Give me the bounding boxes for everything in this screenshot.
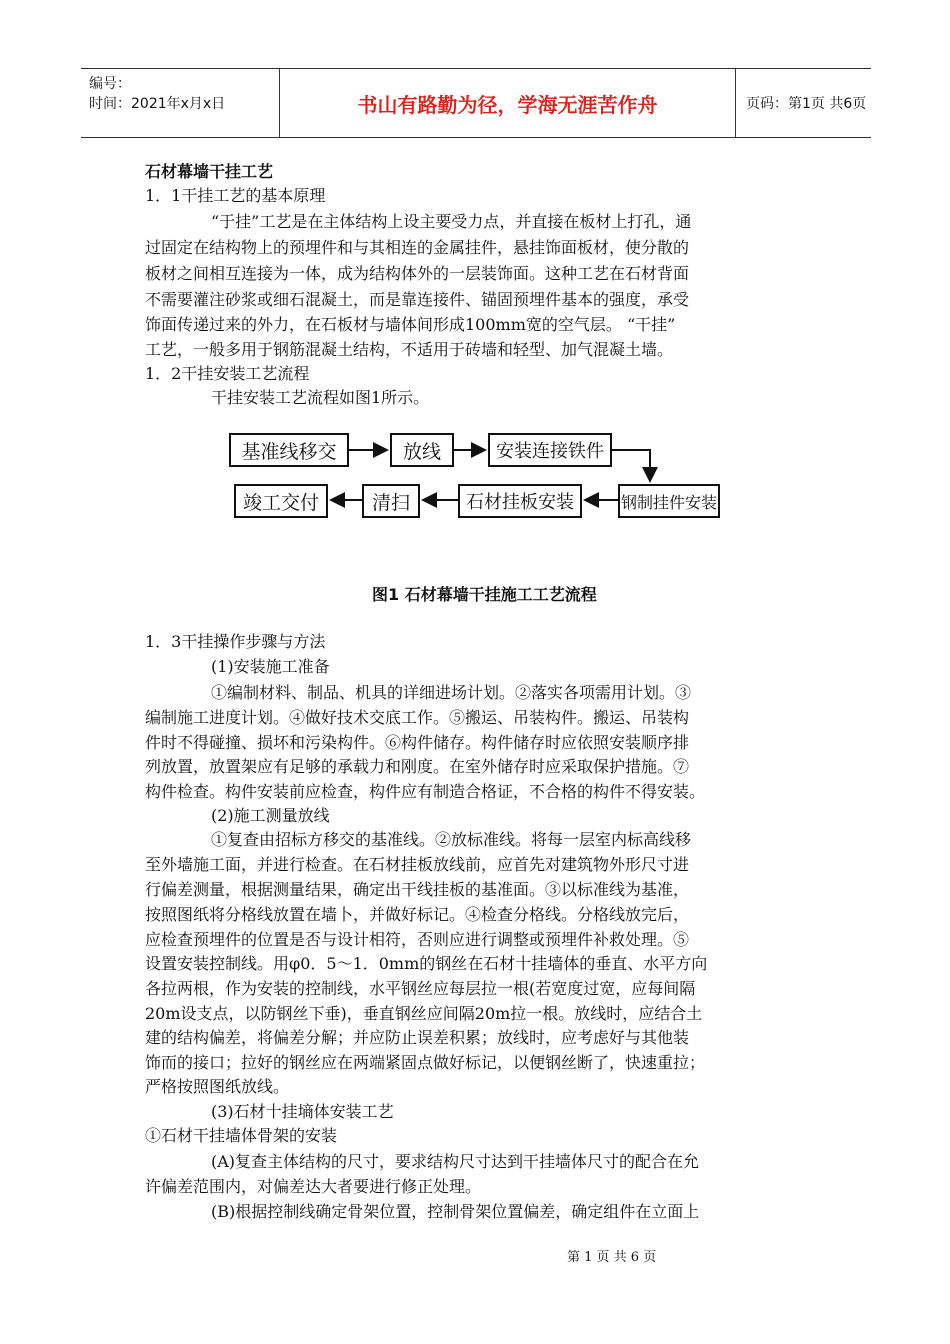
body-line: (B)根据控制线确定骨架位置，控制骨架位置偏差，确定组件在立面上 (211, 1202, 700, 1221)
body-line: 按照图纸将分格线放置在墙卜，并做好标记。④检查分格线。分格线放完后， (145, 905, 690, 924)
body-line: 过固定在结构物上的预埋件和与其相连的金属挂件，悬挂饰面板材，使分散的 (145, 238, 690, 257)
body-line: ①编制材料、制品、机具的详细进场计划。②落实各项需用计划。③ (211, 683, 692, 702)
body-line: (A)复查主体结构的尺寸，要求结构尺寸达到干挂墙体尺寸的配合在允 (211, 1152, 700, 1171)
flow-arrows (0, 0, 950, 600)
body-line: 20m设支点，以防钢丝下垂)，垂直钢丝应间隔20m拉一根。放线时，应结合土 (145, 1004, 703, 1023)
flow-step-stone-panel-install: 石材挂板安装 (458, 484, 582, 518)
body-line: 至外墙施工面，并进行检查。在石材挂板放线前，应首先对建筑物外形尺寸进 (145, 855, 690, 874)
number-label: 编号： (89, 76, 131, 92)
flow-step-install-connectors: 安装连接铁件 (488, 433, 612, 467)
body-line: 饰面传递过来的外力，在石板材与墙体间形成100mm宽的空气层。 “干挂” (145, 315, 676, 334)
figure-caption: 图1 石材幕墙干挂施工工艺流程 (372, 585, 597, 604)
body-line: 件时不得碰撞、损坏和污染构件。⑥构件储存。构件储存时应依照安装顺序排 (145, 733, 690, 752)
body-line: 设置安装控制线。用φ0．5～1．0mm的钢丝在石材十挂墙体的垂直、水平方向 (145, 954, 708, 973)
body-line: 许偏差范围内，对偏差达大者要进行修正处理。 (145, 1177, 482, 1196)
header-page-info: 页码：第1页 共6页 (746, 96, 867, 112)
flow-step-cleaning: 清扫 (362, 484, 420, 518)
document-title: 石材幕墙干挂工艺 (145, 162, 274, 181)
body-line: 应检查预埋件的位置是否与设计相符，否则应进行调整或预埋件补救处理。⑤ (145, 930, 690, 949)
body-line: 建的结构偏差，将偏差分解；并应防止误差积累；放线时，应考虑好与其他装 (145, 1028, 690, 1047)
body-line: 列放置，放置架应有足够的承载力和刚度。在室外储存时应采取保护措施。⑦ (145, 757, 690, 776)
body-line: 行偏差测量，根据测量结果，确定出干线挂板的基准面。③以标准线为基准， (145, 880, 690, 899)
body-line: (3)石材十挂墒体安装工艺 (211, 1102, 394, 1121)
body-line: 工艺，一般多用于钢筋混凝土结构，不适用于砖墙和轻型、加气混凝土墙。 (145, 340, 674, 359)
header-motto: 书山有路勤为径，学海无涯苦作舟 (280, 69, 736, 137)
flow-arrow (612, 450, 650, 481)
body-line: 1．3干挂操作步骤与方法 (145, 632, 326, 651)
body-line: ①石材干挂墙体骨架的安装 (145, 1126, 338, 1145)
flow-step-layout: 放线 (390, 433, 454, 467)
body-line: 板材之间相互连接为一体，成为结构体外的一层装饰面。这种工艺在石材背面 (145, 264, 690, 283)
body-line: “于挂”工艺是在主体结构上设主要受力点，并直接在板材上打孔，通 (211, 212, 692, 231)
body-line: 1．1干挂工艺的基本原理 (145, 186, 326, 205)
body-line: 干挂安装工艺流程如图1所示。 (211, 388, 430, 407)
body-line: 饰而的接口；拉好的钢丝应在两端紧固点做好标记，以便钢丝断了，快速重拉； (145, 1053, 706, 1072)
body-line: 构件检查。构件安装前应检查，构件应有制造合格证，不合格的构件不得安装。 (145, 782, 706, 801)
body-line: (1)安装施工准备 (211, 657, 330, 676)
page-footer: 第 1 页 共 6 页 (567, 1250, 657, 1265)
body-line: (2)施工测量放线 (211, 806, 330, 825)
time-label: 时间：2021年x月x日 (89, 96, 226, 112)
body-line: 1．2干挂安装工艺流程 (145, 364, 310, 383)
flow-step-steel-hanger-install: 钢制挂件安装 (618, 484, 720, 518)
flow-step-baseline-handover: 基准线移交 (229, 433, 349, 467)
body-line: 编制施工进度计划。④做好技术交底工作。⑤搬运、吊装构件。搬运、吊装构 (145, 708, 690, 727)
body-line: 不需要灌注砂浆或细石混凝土，而是靠连接件、锚固预埋件基本的强度，承受 (145, 290, 690, 309)
body-line: ①复查由招标方移交的基准线。②放标准线。将每一层室内标高线移 (211, 830, 692, 849)
flow-step-completion: 竣工交付 (234, 484, 328, 518)
body-line: 严格按照图纸放线。 (145, 1077, 290, 1096)
body-line: 各拉两根，作为安装的控制线，水平钢丝应每层拉一根(若宽度过宽，应每间隔 (145, 979, 696, 998)
